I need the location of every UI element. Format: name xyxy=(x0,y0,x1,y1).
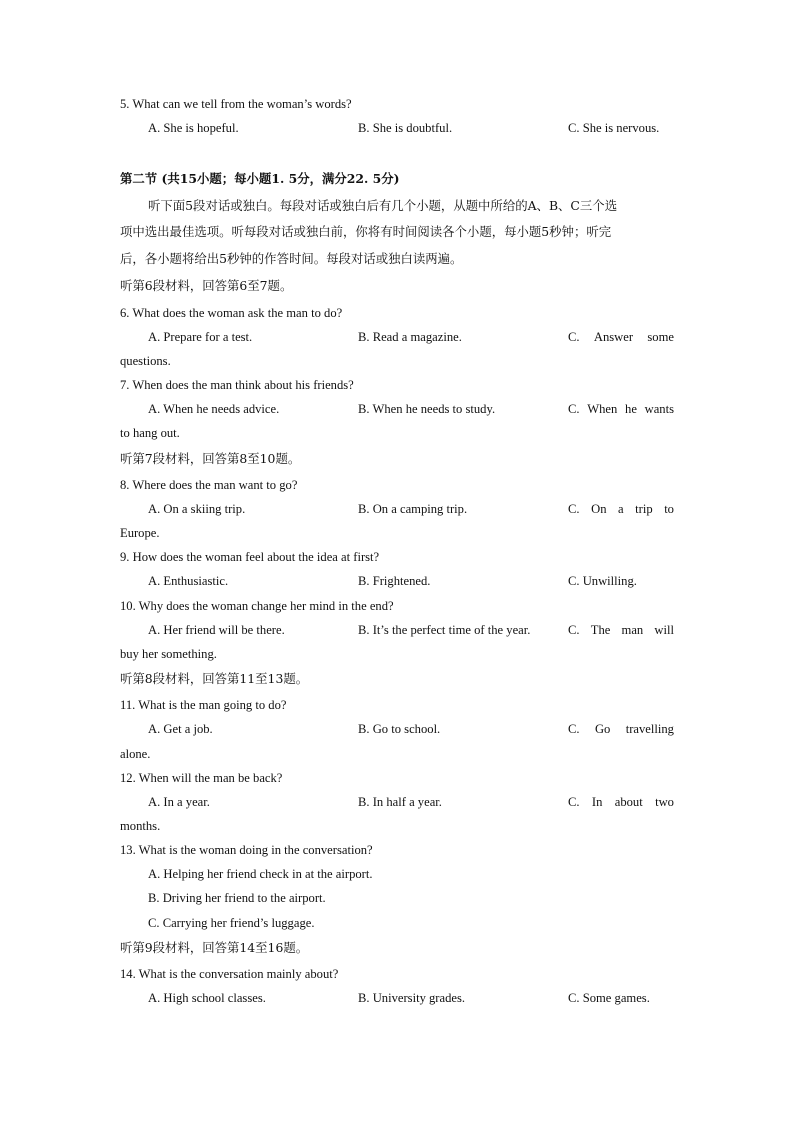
question-14-option-c: C. Some games. xyxy=(568,991,650,1005)
question-6-stem: 6. What does the woman ask the man to do? xyxy=(120,306,343,320)
question-11-option-c xyxy=(568,721,674,737)
question-8-option-c xyxy=(568,501,674,517)
question-7-option-b: B. When he needs to study. xyxy=(358,402,496,416)
question-12-option-c-continued: months. xyxy=(120,819,161,833)
option-c-word: two xyxy=(655,795,674,809)
section-2-instructions-line-3: 后，各小题将给出5秒钟的作答时间。每段对话或独白读两遍。 xyxy=(120,251,463,266)
option-c-word: to xyxy=(664,502,674,516)
question-7-option-c-continued: to hang out. xyxy=(120,426,180,440)
question-11-stem: 11. What is the man going to do? xyxy=(120,698,287,712)
question-12-option-b: B. In half a year. xyxy=(358,795,442,809)
question-5-option-a: A. She is hopeful. xyxy=(148,121,239,135)
option-c-word: he xyxy=(625,402,637,416)
option-c-word: C. xyxy=(568,330,580,344)
option-c-word: trip xyxy=(635,502,653,516)
question-5-option-b: B. She is doubtful. xyxy=(358,121,453,135)
question-12-stem: 12. When will the man be back? xyxy=(120,771,283,785)
question-13-option-a: A. Helping her friend check in at the airport. xyxy=(148,867,373,881)
question-10-option-c-continued: buy her something. xyxy=(120,647,217,661)
option-c-word: about xyxy=(614,795,643,809)
section-2-instructions-line-2: 项中选出最佳选项。听每段对话或独白前，你将有时间阅读各个小题，每小题5秒钟；听完 xyxy=(120,224,612,239)
option-c-word: travelling xyxy=(625,722,674,736)
section-2-title: 第二节 (共15小题；每小题1. 5分，满分22. 5分) xyxy=(120,171,400,186)
option-c-word: C. xyxy=(568,795,580,809)
option-c-word: man xyxy=(621,623,644,637)
question-6-option-b: B. Read a magazine. xyxy=(358,330,462,344)
question-9-option-b: B. Frightened. xyxy=(358,574,431,588)
question-9-option-a: A. Enthusiastic. xyxy=(148,574,229,588)
question-14-option-a: A. High school classes. xyxy=(148,991,266,1005)
option-c-word: C. xyxy=(568,402,580,416)
question-11-option-a: A. Get a job. xyxy=(148,722,213,736)
question-7-option-a: A. When he needs advice. xyxy=(148,402,280,416)
question-8-option-c-continued: Europe. xyxy=(120,526,160,540)
option-c-word: C. xyxy=(568,722,580,736)
question-12-option-a: A. In a year. xyxy=(148,795,210,809)
option-c-word: C. xyxy=(568,623,580,637)
question-6-option-c xyxy=(568,329,674,345)
question-10-option-a: A. Her friend will be there. xyxy=(148,623,285,637)
question-14-option-b: B. University grades. xyxy=(358,991,466,1005)
option-c-word: wants xyxy=(644,402,674,416)
option-c-word: On xyxy=(591,502,607,516)
option-c-word: a xyxy=(618,502,624,516)
option-c-word: C. xyxy=(568,502,580,516)
question-13-option-c: C. Carrying her friend’s luggage. xyxy=(148,916,315,930)
question-12-option-c xyxy=(568,794,674,810)
option-c-word: Go xyxy=(594,722,611,736)
material-9-heading: 听第9段材料，回答第14至16题。 xyxy=(120,940,309,955)
question-9-stem: 9. How does the woman feel about the idea at first? xyxy=(120,550,380,564)
question-13-option-b: B. Driving her friend to the airport. xyxy=(148,891,326,905)
question-9-option-c: C. Unwilling. xyxy=(568,574,637,588)
question-5-option-c: C. She is nervous. xyxy=(568,121,660,135)
option-c-word: In xyxy=(591,795,603,809)
question-8-stem: 8. Where does the man want to go? xyxy=(120,478,298,492)
question-10-option-c xyxy=(568,622,674,638)
question-6-option-a: A. Prepare for a test. xyxy=(148,330,253,344)
option-c-word: some xyxy=(647,330,674,344)
option-c-word: will xyxy=(654,623,674,637)
option-c-word: The xyxy=(590,623,611,637)
question-14-stem: 14. What is the conversation mainly about? xyxy=(120,967,339,981)
section-2-instructions-line-1: 听下面5段对话或独白。每段对话或独白后有几个小题，从题中所给的A、B、C三个选 xyxy=(148,198,618,213)
question-11-option-b: B. Go to school. xyxy=(358,722,441,736)
question-11-option-c-continued: alone. xyxy=(120,747,151,761)
option-c-word: When xyxy=(587,402,618,416)
question-10-option-b: B. It’s the perfect time of the year. xyxy=(358,623,531,637)
option-c-word: Answer xyxy=(593,330,634,344)
question-7-stem: 7. When does the man think about his friends? xyxy=(120,378,354,392)
question-10-stem: 10. Why does the woman change her mind in the end? xyxy=(120,599,394,613)
question-8-option-a: A. On a skiing trip. xyxy=(148,502,246,516)
question-7-option-c xyxy=(568,401,674,417)
material-7-heading: 听第7段材料，回答第8至10题。 xyxy=(120,451,301,466)
question-5-stem: 5. What can we tell from the woman’s words? xyxy=(120,97,352,111)
question-13-stem: 13. What is the woman doing in the conversation? xyxy=(120,843,373,857)
material-8-heading: 听第8段材料，回答第11至13题。 xyxy=(120,671,309,686)
question-6-option-c-continued: questions. xyxy=(120,354,171,368)
material-6-heading: 听第6段材料，回答第6至7题。 xyxy=(120,278,293,293)
question-8-option-b: B. On a camping trip. xyxy=(358,502,468,516)
